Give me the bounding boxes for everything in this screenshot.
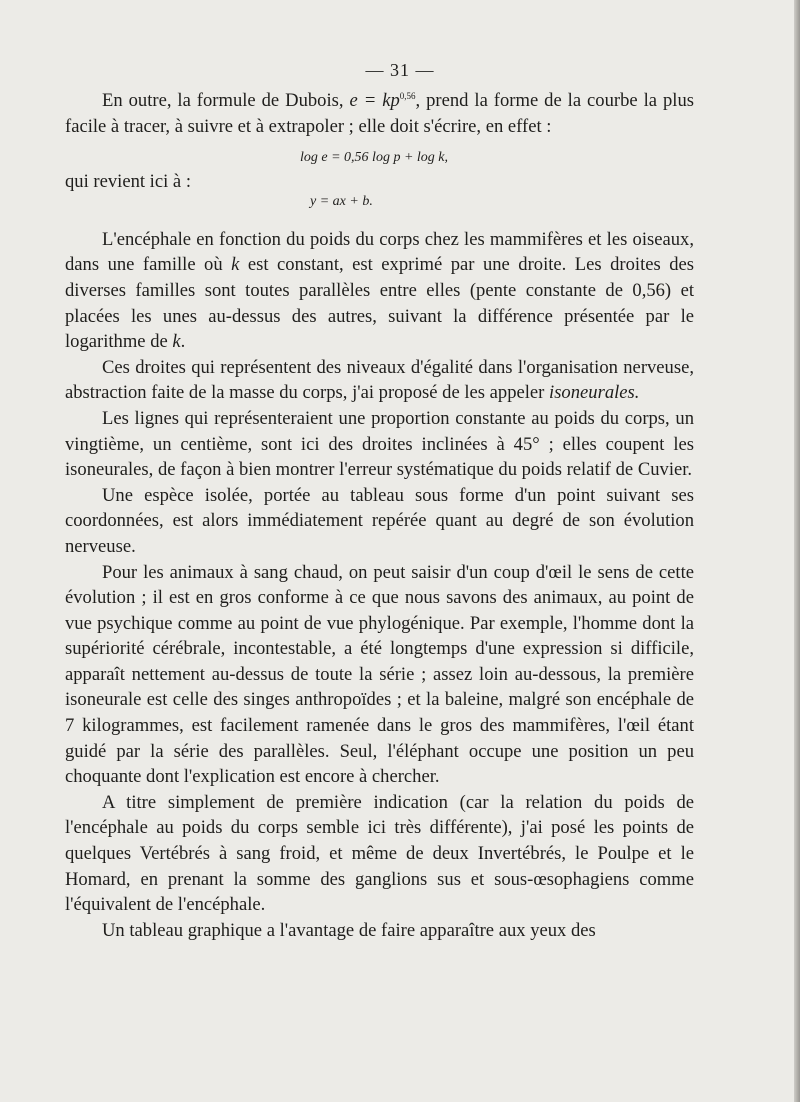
page-edge-shadow: [794, 0, 800, 1102]
term-isoneurales: isoneurales.: [549, 382, 640, 404]
formula-log: log e = 0,56 log p + log k,: [300, 150, 448, 166]
text-segment: , prend la forme de la courbe la plus facile à tracer, à suivre et à extrapoler ; elle doit s'écrire, en effet :: [65, 90, 694, 137]
page-body: [65, 88, 694, 943]
paragraph-sang-froid: A titre simplement de première indication (car la relation du poids de l'encéphale au poids du corps semble ici très différente), j'ai posé les points de quelques Vertébrés à sang froid, et même de deux Invertébrés, le Poulpe et le Homard, en prenant la somme des ganglions sus et sous-œsophagiens comme l'équivalent de l'encéphale.: [65, 791, 694, 916]
formula-exponent: 0,56: [399, 90, 416, 101]
text-segment: Ces droites qui représentent des niveaux d'égalité dans l'organisation nerveuse, abstraction faite de la masse du corps, j'ai proposé de les appeler: [65, 356, 694, 404]
text-segment: L'encéphale en fonction du poids du corps chez les mammifères et les oiseaux, dans une famille où: [65, 228, 694, 276]
text-segment: En outre, la formule de Dubois,: [102, 90, 350, 111]
paragraph-encephale: [65, 227, 694, 355]
paragraph-dubois-formula: [65, 88, 694, 139]
formula-linear: y = ax + b.: [310, 193, 373, 209]
paragraph-tableau-graphique: Un tableau graphique a l'avantage de faire apparaître aux yeux des: [102, 919, 596, 941]
paragraph-isoneurales: [65, 355, 694, 406]
paragraph-espece-isolee: Une espèce isolée, portée au tableau sous forme d'un point suivant ses coordonnées, est alors immédiatement repérée quant au degré de son évolution nerveuse.: [65, 484, 694, 557]
page-number: — 31 —: [365, 60, 435, 80]
paragraph-sang-chaud: Pour les animaux à sang chaud, on peut saisir d'un coup d'œil le sens de cette évolution ; il est en gros conforme à ce que nous savons des animaux, au point de vue psychique comme au point de vue phylogénique. Par exemple, l'homme dont la supériorité cérébrale, incontestable, a été longtemps d'une expression si difficile, apparaît nettement au-dessus de toute la série ; assez loin au-dessous, la première isoneurale est celle des singes anthropoïdes ; et la baleine, malgré son encéphale de 7 kilogrammes, est facilement ramenée dans le gros des mammifères, l'œil étant guidé par la série des parallèles. Seul, l'éléphant occupe une position un peu choquante dont l'explication est encore à chercher.: [65, 561, 694, 788]
text-segment: est constant, est exprimé par une droite. Les droites des diverses familles sont toutes parallèles entre elles (pente constante de 0,56) et placées les unes au-dessus des autres, suivant la différence présentée par le logarithme de: [65, 254, 695, 353]
text-segment: .: [180, 331, 186, 353]
paragraph-revient: qui revient ici à :: [65, 171, 191, 193]
inline-formula: e = kp: [349, 90, 400, 111]
variable-k: k: [172, 331, 181, 353]
paragraph-lignes: Les lignes qui représenteraient une proportion constante au poids du corps, un vingtième, un centième, sont ici des droites inclinées à 45° ; elles coupent les isoneurales, de façon à bien montrer l'erreur systématique du poids relatif de Cuvier.: [65, 407, 694, 481]
variable-k: k: [231, 254, 240, 276]
